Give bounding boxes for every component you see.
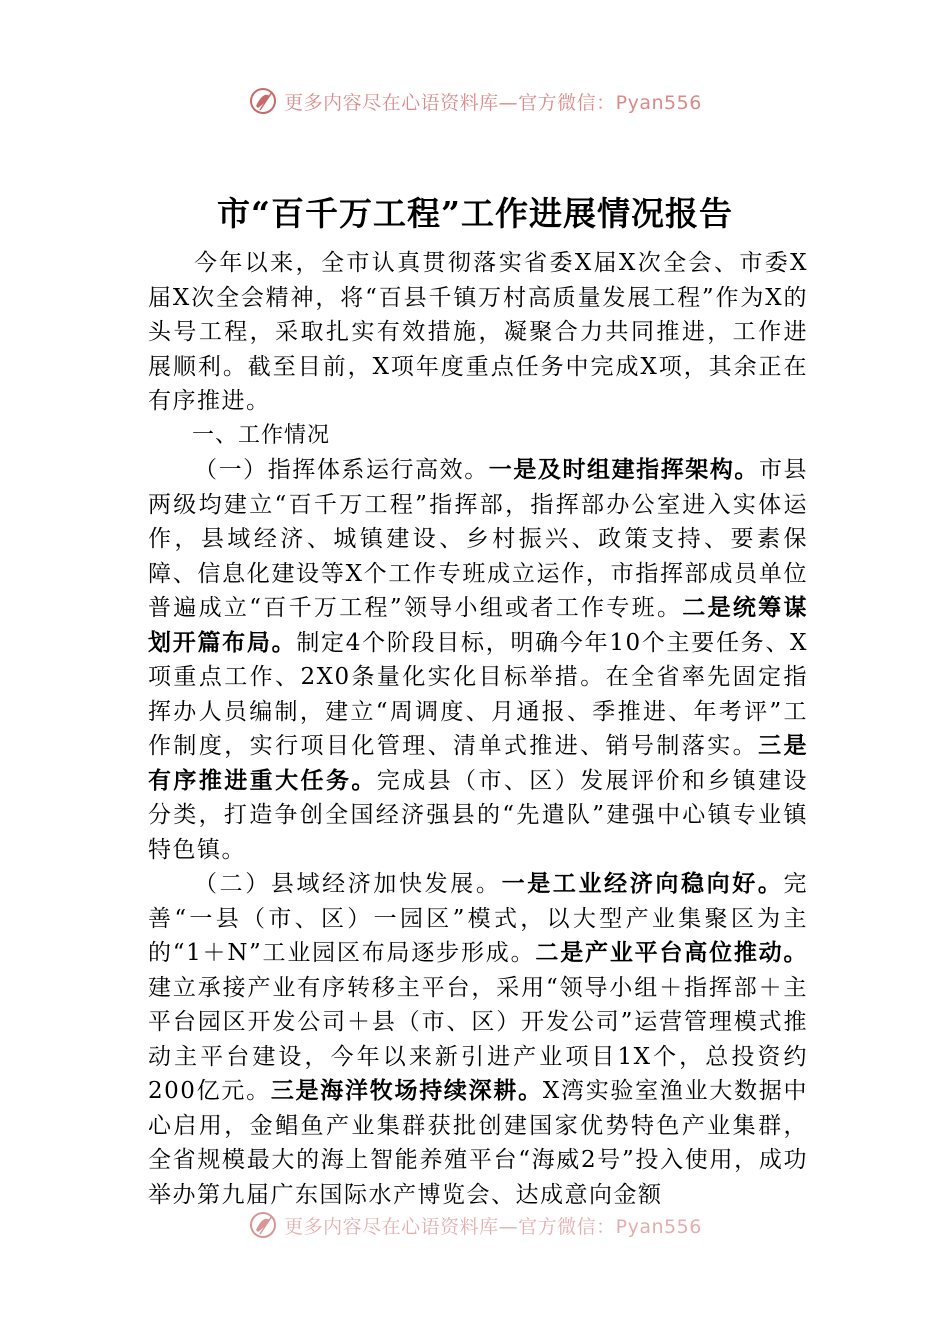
bold-point: 三是有序推进重大任务。: [148, 732, 809, 794]
watermark-footer: [0, 1210, 950, 1240]
watermark-header: [0, 86, 950, 116]
section-heading: 一、工作情况: [192, 422, 331, 448]
bold-point: 二是统筹谋划开篇布局。: [148, 594, 808, 656]
watermark-text: 更多内容尽在心语资料库—官方微信：Pyan556: [284, 91, 702, 114]
logo-icon: [248, 86, 278, 116]
paragraph-command-system: [148, 453, 808, 867]
body-text: 建立承接产业有序转移主平台，采用“领导小组＋指挥部＋主平台园区开发公司＋县（市、区）开发公司”运营管理模式推动主平台建设，今年以来新引进产业项目1X个，总投资约200亿元。: [148, 974, 808, 1104]
bold-point: 二是产业平台高位推动。: [535, 939, 808, 966]
bold-point: 一是工业经济向稳向好。: [501, 870, 784, 897]
bold-point: 三是海洋牧场持续深耕。: [270, 1077, 543, 1104]
logo-icon: [248, 1210, 278, 1240]
document-title: 市“百千万工程”工作进展情况报告: [217, 194, 733, 233]
body-text: 完善“一县（市、区）一园区”模式，以大型产业集聚区为主的“1＋N”工业园区布局逐步形成。: [148, 871, 809, 966]
body-text: X湾实验室渔业大数据中心启用，金鲳鱼产业集群获批创建国家优势特色产业集群，全省规模最大的海上智能养殖平台“海威2号”投入使用，成功举办第九届广东国际水产博览会、达成意向金额: [148, 1078, 809, 1208]
body-text: 市县两级均建立“百千万工程”指挥部，指挥部办公室进入实体运作，县域经济、城镇建设、乡村振兴、政策支持、要素保障、信息化建设等X个工作专班成立运作，市指挥部成员单位普遍成立“百千万工程”领导小组或者工作专班。: [148, 457, 808, 621]
watermark-text: 更多内容尽在心语资料库—官方微信：Pyan556: [284, 1215, 702, 1238]
document-body: [148, 246, 808, 1212]
paragraph-county-economy: [148, 867, 808, 1212]
body-text: 制定4个阶段目标，明确今年10个主要任务、X项重点工作、2X0条量化实化目标举措。在全省率先固定指挥办人员编制，建立“周调度、月通报、季推进、年考评”工作制度，实行项目化管理、清单式推进、销号制落实。: [148, 629, 809, 759]
bold-point: 一是及时组建指挥架构。: [488, 456, 759, 483]
subsection-title: （二）县域经济加快发展。: [194, 871, 502, 897]
intro-paragraph: 今年以来，全市认真贯彻落实省委X届X次全会、市委X届X次全会精神，将“百县千镇万村高质量发展工程”作为X的头号工程，采取扎实有效措施，凝聚合力共同推进，工作进展顺利。截至目前，X项年度重点任务中完成X项，其余正在有序推进。: [148, 250, 808, 414]
body-text: 完成县（市、区）发展评价和乡镇建设分类，打造争创全国经济强县的“先遣队”建强中心镇专业镇特色镇。: [148, 767, 809, 863]
subsection-title: （一）指挥体系运行高效。: [194, 457, 489, 483]
